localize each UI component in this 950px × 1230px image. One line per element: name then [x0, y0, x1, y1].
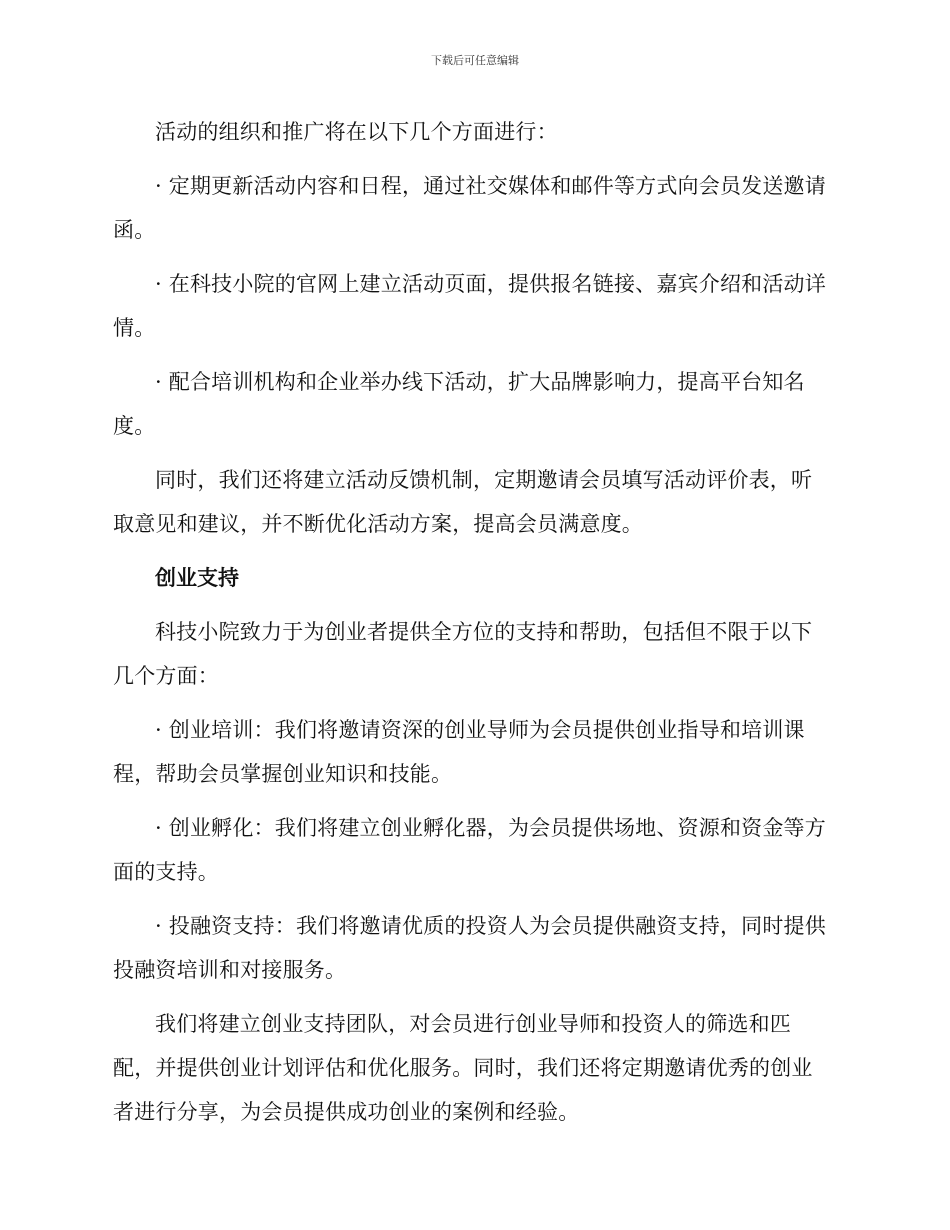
bullet-item: · 在科技小院的官网上建立活动页面，提供报名链接、嘉宾介绍和活动详情。	[113, 272, 826, 340]
paragraph-intro: 活动的组织和推广将在以下几个方面进行：	[155, 120, 558, 144]
document-body	[113, 110, 833, 1144]
page-header: 下载后可任意编辑	[431, 54, 519, 67]
paragraph-feedback: 同时，我们还将建立活动反馈机制，定期邀请会员填写活动评价表，听取意见和建议，并不断优化活动方案，提高会员满意度。	[113, 468, 813, 536]
paragraph-summary: 我们将建立创业支持团队，对会员进行创业导师和投资人的筛选和匹配，并提供创业计划评估和优化服务。同时，我们还将定期邀请优秀的创业者进行分享，为会员提供成功创业的案例和经验。	[113, 1012, 813, 1124]
bullet-item: · 配合培训机构和企业举办线下活动，扩大品牌影响力，提高平台知名度。	[113, 370, 805, 438]
bullet-item: · 创业孵化：我们将建立创业孵化器，为会员提供场地、资源和资金等方面的支持。	[113, 816, 826, 884]
bullet-item: · 投融资支持：我们将邀请优质的投资人为会员提供融资支持，同时提供投融资培训和对接服务。	[113, 914, 826, 982]
bullet-item: · 定期更新活动内容和日程，通过社交媒体和邮件等方式向会员发送邀请函。	[113, 174, 826, 242]
section-heading: 创业支持	[155, 566, 239, 590]
paragraph-section-intro: 科技小院致力于为创业者提供全方位的支持和帮助，包括但不限于以下几个方面：	[113, 620, 813, 688]
bullet-item: · 创业培训：我们将邀请资深的创业导师为会员提供创业指导和培训课程，帮助会员掌握创业知识和技能。	[113, 718, 805, 786]
